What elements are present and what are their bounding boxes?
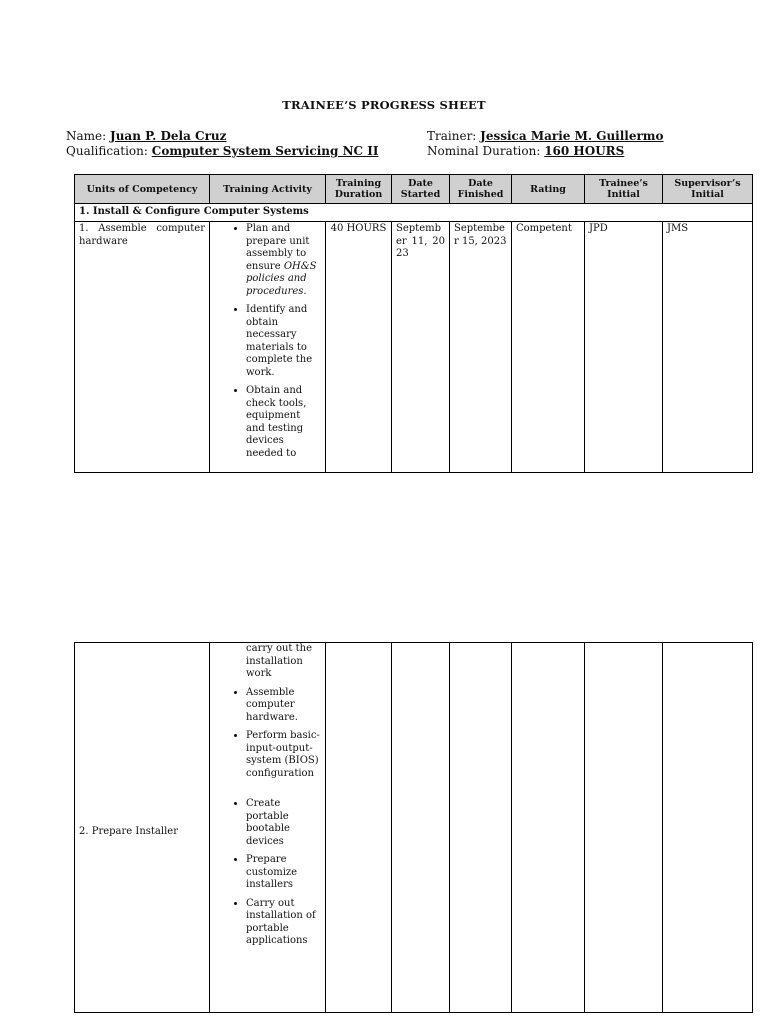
rating	[512, 643, 585, 1013]
table-row	[75, 643, 753, 1013]
col-header: Trainee’s Initial	[585, 175, 663, 204]
unit-of-competency: 1. Assemble computer hardware	[75, 222, 210, 473]
qualification-value: Computer System Servicing NC II	[151, 144, 379, 158]
continued-text: carry out the installation work	[246, 643, 312, 679]
training-duration	[326, 643, 392, 1013]
list-item: • Create portable bootable devices	[246, 798, 321, 848]
list-item: • Carry out installation of portable applications	[246, 898, 321, 948]
col-header: Training Activity	[210, 175, 326, 204]
list-item: • Prepare customize installers	[246, 854, 321, 892]
col-header: Date Started	[392, 175, 450, 204]
col-header: Rating	[512, 175, 585, 204]
date-finished: September 15, 2023	[450, 222, 512, 473]
unit-prepare-installer: 2. Prepare Installer	[79, 826, 178, 837]
unit-of-competency	[75, 643, 210, 1013]
activity-list	[214, 223, 321, 460]
table-header-row	[75, 175, 753, 204]
col-header: Training Duration	[326, 175, 392, 204]
list-item: • Plan and prepare unit assembly to ensure OH&S policies and procedures.	[246, 223, 321, 298]
section-row	[75, 204, 753, 222]
progress-table-continued	[74, 642, 753, 1013]
trainer-label: Trainer:	[427, 129, 477, 143]
list-item: • Identify and obtain necessary materials to complete the work.	[246, 304, 321, 379]
progress-table	[74, 174, 753, 473]
training-duration: 40 HOURS	[326, 222, 392, 473]
trainee-initial	[585, 643, 663, 1013]
list-item: • Assemble computer hardware.	[246, 687, 321, 725]
qualification-label: Qualification:	[66, 144, 148, 158]
trainee-name: Juan P. Dela Cruz	[110, 129, 227, 143]
duration-line	[427, 144, 624, 159]
col-header: Supervisor’s Initial	[663, 175, 753, 204]
duration-value: 160 HOURS	[544, 144, 625, 158]
list-item: • Obtain and check tools, equipment and testing devices needed to	[246, 385, 321, 460]
section-title: 1. Install & Configure Computer Systems	[75, 204, 753, 222]
col-header: Units of Competency	[75, 175, 210, 204]
activity-list	[214, 798, 321, 948]
table-row	[75, 222, 753, 473]
col-header: Date Finished	[450, 175, 512, 204]
date-started: September 11, 2023	[392, 222, 450, 473]
rating: Competent	[512, 222, 585, 473]
trainer-name: Jessica Marie M. Guillermo	[480, 129, 664, 143]
duration-label: Nominal Duration:	[427, 144, 541, 158]
supervisor-initial	[663, 643, 753, 1013]
page-title: TRAINEE’S PROGRESS SHEET	[282, 98, 486, 112]
date-started	[392, 643, 450, 1013]
trainee-initial: JPD	[585, 222, 663, 473]
qualification-line	[66, 144, 379, 159]
supervisor-initial: JMS	[663, 222, 753, 473]
trainer-line	[427, 129, 664, 144]
training-activity	[210, 222, 326, 473]
name-label: Name:	[66, 129, 107, 143]
activity-list	[214, 687, 321, 781]
list-item: • Perform basic-input-output-system (BIOS) configuration	[246, 730, 321, 780]
date-finished	[450, 643, 512, 1013]
name-line	[66, 129, 226, 144]
training-activity	[210, 643, 326, 1013]
